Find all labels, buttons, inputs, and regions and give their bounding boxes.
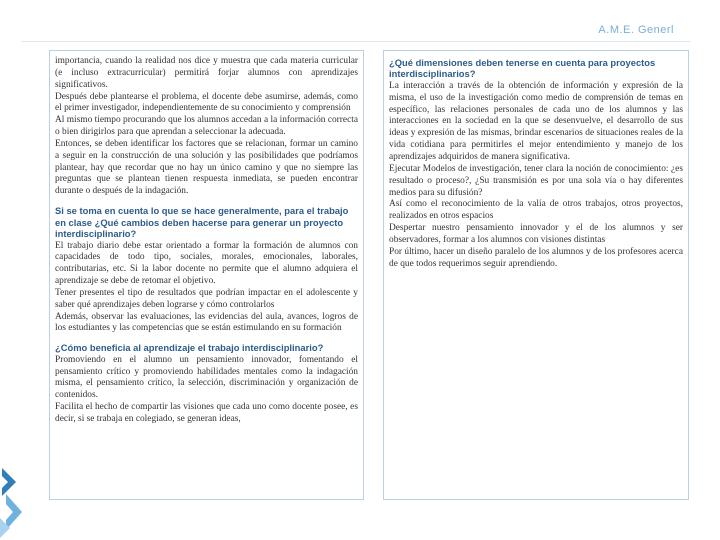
- paragraph: La interacción a través de la obtención de información y expresión de la misma, el uso de la investigación como medio de comprensión de temas en específico, las relaciones personales de cada uno de los alumnos y las interacciones en la sociedad en la que se desenvuelve, el desarrollo de sus ideas y expresión de las mismas, brindar escenarios de situaciones reales de la vida cotidiana para permitirles el mejor entendimiento y manejo de los aprendizajes adquiridos de manera significativa.: [389, 80, 683, 162]
- section-heading: ¿Cómo beneficia al aprendizaje el trabajo interdisciplinario?: [55, 342, 324, 354]
- chevron-decoration-icon: [0, 460, 40, 540]
- paragraph: importancia, cuando la realidad nos dice y muestra que cada materia curricular (e incluso extracurricular) permitirá forjar alumnos con aprendizajes significativos.: [55, 56, 358, 90]
- paragraph: Además, observar las evaluaciones, las evidencias del aula, avances, logros de los estudiantes y las competencias que se están estimulando en su formación: [55, 311, 358, 334]
- left-text-column: [49, 50, 364, 500]
- paragraph: El trabajo diario debe estar orientado a formar la formación de alumnos con capacidades de todo tipo, sociales, morales, emocionales, laborales, contributarias, etc. Si la labor docente no permite que el alumno adquiera el aprendizaje se debe de retomar el objetivo.: [55, 240, 358, 287]
- paragraph: Entonces, se deben identificar los factores que se relacionan, formar un camino a seguir en la construcción de una solución y las posibilidades que podríamos plantear, hay que recordar que no hay un único camino y que no siempre las preguntas que se plantean tienen respuesta inmediata, se pueden encontrar durante o después de la indagación.: [55, 138, 358, 197]
- paragraph: Promoviendo en el alumno un pensamiento innovador, fomentando el pensamiento crítico y promoviendo habilidades mentales como la indagación misma, el pensamiento crítico, la selección, discriminación y organización de contenidos.: [55, 354, 358, 401]
- header-divider: [22, 41, 690, 42]
- section-heading: ¿Qué dimensiones deben tenerse en cuenta para proyectos interdisciplinarios?: [389, 57, 656, 80]
- paragraph: Despertar nuestro pensamiento innovador y el de los alumnos y ser observadores, formar a los alumnos con visiones distintas: [389, 223, 683, 245]
- paragraph: Al mismo tiempo procurando que los alumnos accedan a la información correcta o bien dirigirlos para que aprendan a seleccionar la adecuada.: [55, 115, 358, 138]
- chevron-light-icon: [6, 494, 22, 530]
- section-heading: Si se toma en cuenta lo que se hace generalmente, para el trabajo en clase ¿Qué cambios deben hacerse para generar un proyecto interdisciplinario?: [55, 205, 349, 240]
- chevron-dark-icon: [2, 468, 16, 496]
- paragraph: Después debe plantearse el problema, el docente debe asumirse, además, como el primer investigador, independientemente de su conocimiento y comprensión: [55, 91, 358, 114]
- paragraph: Facilita el hecho de compartir las visiones que cada uno como docente posee, es decir, si se trabaja en colegiado, se generan ideas,: [55, 402, 358, 424]
- paragraph: Ejecutar Modelos de investigación, tener clara la noción de conocimiento: ¿es resultado o proceso?, ¿Su transmisión es por una sola vía o hay diferentes medios para su difusión?: [389, 163, 683, 198]
- paragraph: Tener presentes el tipo de resultados que podrían impactar en el adolescente y saber qué aprendizajes deben lograrse y cómo controlarlos: [55, 287, 358, 310]
- right-text-column: [383, 50, 689, 500]
- paragraph: Así como el reconocimiento de la valía de otros trabajos, otros proyectos, realizados en otros espacios: [389, 199, 683, 222]
- slide-header-title: A.M.E. Generl: [598, 24, 674, 36]
- paragraph: Por último, hacer un diseño paralelo de los alumnos y de los profesores acerca de que todos requerimos seguir aprendiendo.: [389, 246, 683, 269]
